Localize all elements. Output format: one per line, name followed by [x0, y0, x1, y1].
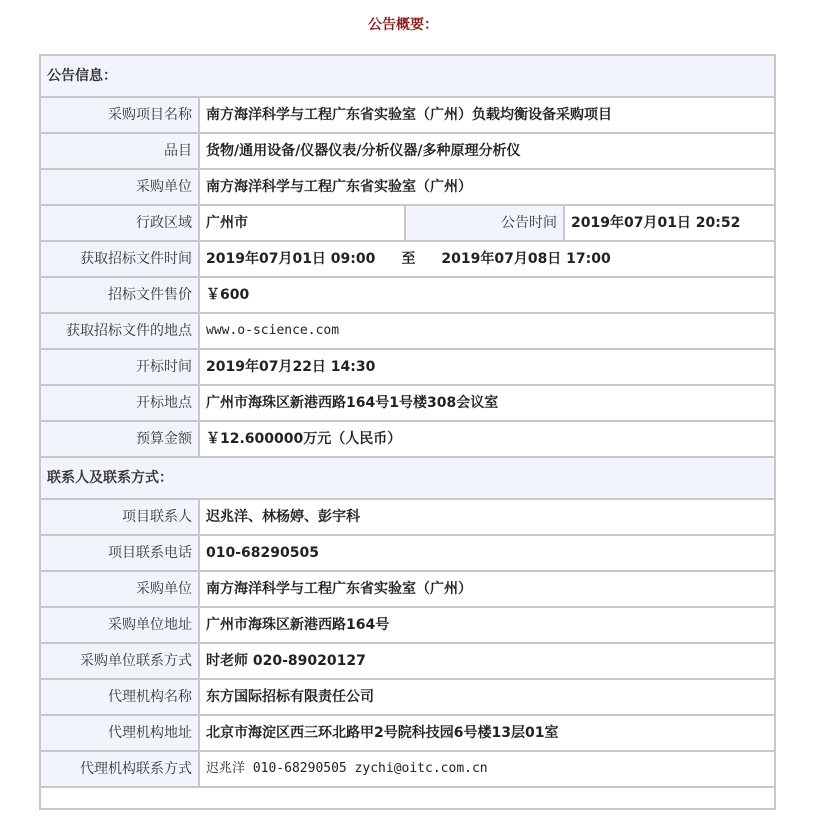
field-value-open-location: 广州市海珠区新港西路164号1号楼308会议室 [199, 385, 775, 421]
table-row-project-phone [40, 535, 775, 571]
table-row-region-publish-time [40, 205, 775, 241]
table-row-purchaser-address [40, 607, 775, 643]
field-value-open-time: 2019年07月22日 14:30 [199, 349, 775, 385]
field-value-doc-time [199, 241, 775, 277]
table-row-open-location [40, 385, 775, 421]
table-row-category [40, 133, 775, 169]
field-label-project-contact: 项目联系人 [40, 499, 199, 535]
field-label-agency-name: 代理机构名称 [40, 679, 199, 715]
field-value-purchaser-address: 广州市海珠区新港西路164号 [199, 607, 775, 643]
field-label-open-time: 开标时间 [40, 349, 199, 385]
field-value-region: 广州市 [199, 205, 405, 241]
field-label-agency-contact: 代理机构联系方式 [40, 751, 199, 787]
field-value-budget: ￥12.600000万元（人民币） [199, 421, 775, 457]
table-row-purchaser [40, 169, 775, 205]
table-row-project-contact [40, 499, 775, 535]
field-value-agency-contact: 迟兆洋 010-68290505 zychi@oitc.com.cn [199, 751, 775, 787]
field-value-publish-time: 2019年07月01日 20:52 [564, 205, 775, 241]
table-row-doc-location [40, 313, 775, 349]
field-label-doc-time: 获取招标文件时间 [40, 241, 199, 277]
field-value-project-phone: 010-68290505 [199, 535, 775, 571]
field-value-purchaser: 南方海洋科学与工程广东省实验室（广州） [199, 169, 775, 205]
field-label-region: 行政区域 [40, 205, 199, 241]
field-label-doc-location: 获取招标文件的地点 [40, 313, 199, 349]
page-title: 公告概要： [368, 17, 438, 33]
field-label-project-name: 采购项目名称 [40, 97, 199, 133]
doc-time-end: 2019年07月08日 17:00 [441, 251, 611, 267]
doc-time-start: 2019年07月01日 09:00 [206, 251, 376, 267]
section-row-notice-info [40, 55, 775, 97]
field-value-category: 货物/通用设备/仪器仪表/分析仪器/多种原理分析仪 [199, 133, 775, 169]
section-header-notice-info: 公告信息： [40, 55, 775, 97]
field-label-open-location: 开标地点 [40, 385, 199, 421]
table-row-project-name [40, 97, 775, 133]
field-label-category: 品目 [40, 133, 199, 169]
field-label-doc-price: 招标文件售价 [40, 277, 199, 313]
field-value-doc-price: ￥600 [199, 277, 775, 313]
notice-summary-table [39, 54, 776, 810]
section-row-contact-info [40, 457, 775, 499]
field-label-purchaser: 采购单位 [40, 169, 199, 205]
field-value-project-name: 南方海洋科学与工程广东省实验室（广州）负载均衡设备采购项目 [199, 97, 775, 133]
field-label-contact-purchaser: 采购单位 [40, 571, 199, 607]
field-value-contact-purchaser: 南方海洋科学与工程广东省实验室（广州） [199, 571, 775, 607]
table-row-doc-time [40, 241, 775, 277]
table-row-agency-address [40, 715, 775, 751]
field-label-project-phone: 项目联系电话 [40, 535, 199, 571]
table-row-agency-name [40, 679, 775, 715]
field-label-purchaser-address: 采购单位地址 [40, 607, 199, 643]
table-row-doc-price [40, 277, 775, 313]
field-label-publish-time: 公告时间 [405, 205, 564, 241]
doc-time-separator: 至 [401, 251, 416, 267]
field-value-doc-location: www.o-science.com [199, 313, 775, 349]
section-header-contact-info: 联系人及联系方式： [40, 457, 775, 499]
table-row-purchaser-contact [40, 643, 775, 679]
table-row-agency-contact [40, 751, 775, 787]
table-row-open-time [40, 349, 775, 385]
table-row-contact-purchaser [40, 571, 775, 607]
field-value-project-contact: 迟兆洋、林杨婷、彭宇科 [199, 499, 775, 535]
field-value-agency-address: 北京市海淀区西三环北路甲2号院科技园6号楼13层01室 [199, 715, 775, 751]
field-value-agency-name: 东方国际招标有限责任公司 [199, 679, 775, 715]
field-label-budget: 预算金额 [40, 421, 199, 457]
field-label-agency-address: 代理机构地址 [40, 715, 199, 751]
table-row-tail [40, 787, 775, 809]
table-row-budget [40, 421, 775, 457]
table-tail-cell [40, 787, 775, 809]
field-value-purchaser-contact: 时老师 020-89020127 [199, 643, 775, 679]
field-label-purchaser-contact: 采购单位联系方式 [40, 643, 199, 679]
